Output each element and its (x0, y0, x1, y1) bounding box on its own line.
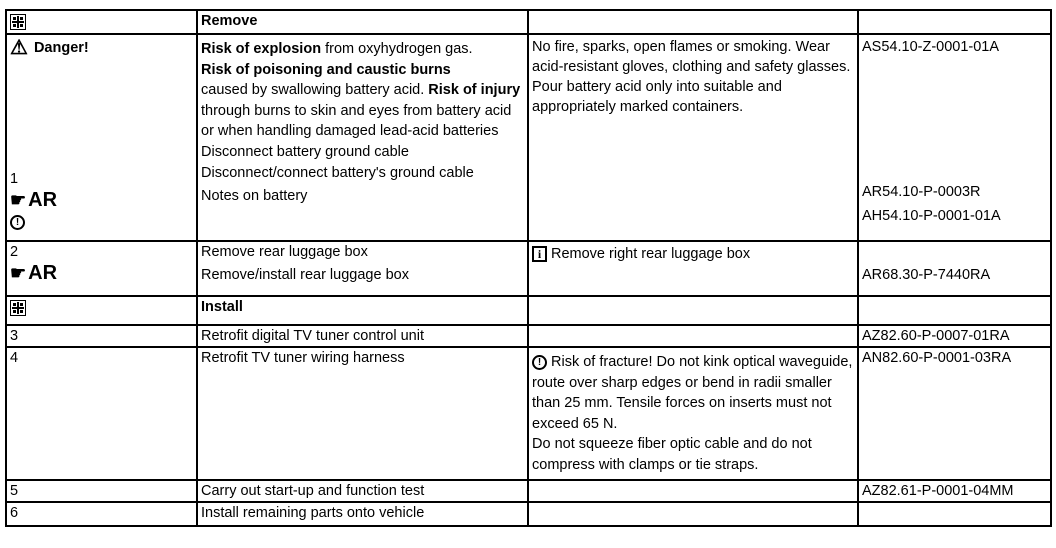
table-cell (858, 241, 1051, 296)
table-row (6, 480, 1051, 502)
table-cell (6, 10, 197, 34)
table-cell: ! Risk of fracture! Do not kink optical waveguide, route over sharp edges or bend in radii smaller than 25 mm. Tensile forces on inserts must not exceed 65 N. Do not squeeze fiber optic cable and do not compress with clamps or tie straps. (528, 347, 858, 480)
notes-link[interactable]: Notes on battery (201, 187, 308, 204)
ar-label: AR (28, 262, 58, 284)
table-cell: Risk of explosion from oxyhydrogen gas. Risk of poisoning and caustic burns caused by swallowing battery acid. Risk of injury through burns to skin and eyes from battery acid or when handling damaged lead-acid batteries Disconnect battery ground cable Disconnect/connect battery's ground cable Notes on battery (197, 34, 528, 241)
procedure-table (5, 9, 1052, 527)
table-row (6, 325, 1051, 347)
table-cell (858, 34, 1051, 241)
step-text: Retrofit digital TV tuner control unit (197, 325, 528, 347)
warning-triangle-icon: ⚠ (10, 37, 28, 59)
step-number: 4 (6, 347, 197, 480)
step-text: Disconnect battery ground cable (201, 143, 409, 160)
table-cell (6, 34, 197, 241)
table-row (6, 34, 1051, 241)
step-text: Remove rear luggage box (201, 244, 368, 260)
table-cell (528, 34, 858, 241)
info-text: Remove right rear luggage box (551, 246, 751, 262)
ref-link[interactable]: AN82.60-P-0001-03RA (858, 347, 1051, 480)
table-cell (6, 296, 197, 325)
table-cell (6, 241, 197, 296)
tools-icon (10, 14, 26, 30)
ref-link[interactable]: AR68.30-P-7440RA (862, 267, 991, 283)
tools-icon (10, 300, 26, 316)
note-circle-icon: ! (532, 355, 547, 370)
step-text: Install remaining parts onto vehicle (197, 502, 528, 526)
pointing-hand-icon: ☛ (10, 190, 27, 210)
table-row (6, 296, 1051, 325)
table-cell (197, 241, 528, 296)
step-number: 6 (6, 502, 197, 526)
step-number: 3 (6, 325, 197, 347)
step-text: Retrofit TV tuner wiring harness (197, 347, 528, 480)
table-row (6, 502, 1051, 526)
section-title-install: Install (197, 296, 528, 325)
table-row (6, 10, 1051, 34)
step-text: Carry out start-up and function test (197, 480, 528, 502)
ref-link[interactable]: AZ82.60-P-0007-01RA (858, 325, 1051, 347)
table-cell (528, 241, 858, 296)
danger-label: Danger! (33, 40, 89, 56)
step-number: 1 (10, 171, 19, 187)
pointing-hand-icon: ☛ (10, 263, 27, 283)
remedy-text: No fire, sparks, open flames or smoking. Wear acid-resistant gloves, clothing and safety glasses. Pour battery acid only into suitable and appropriately marked containers. (532, 39, 851, 115)
table-row (6, 347, 1051, 480)
table-row (6, 241, 1051, 296)
section-title-remove: Remove (197, 10, 528, 34)
ar-link[interactable]: Disconnect/connect battery's ground cable (201, 164, 474, 181)
ar-label: AR (28, 189, 58, 211)
ref-link[interactable]: AR54.10-P-0003R (862, 184, 981, 200)
ref-link[interactable]: AH54.10-P-0001-01A (862, 208, 1001, 224)
step-number: 2 (10, 244, 19, 260)
ref-link[interactable]: AS54.10-Z-0001-01A (862, 39, 1000, 55)
ar-link[interactable]: Remove/install rear luggage box (201, 267, 409, 283)
ref-link[interactable]: AZ82.61-P-0001-04MM (858, 480, 1051, 502)
step-number: 5 (6, 480, 197, 502)
info-icon: i (532, 246, 547, 262)
note-circle-icon: ! (10, 215, 25, 230)
